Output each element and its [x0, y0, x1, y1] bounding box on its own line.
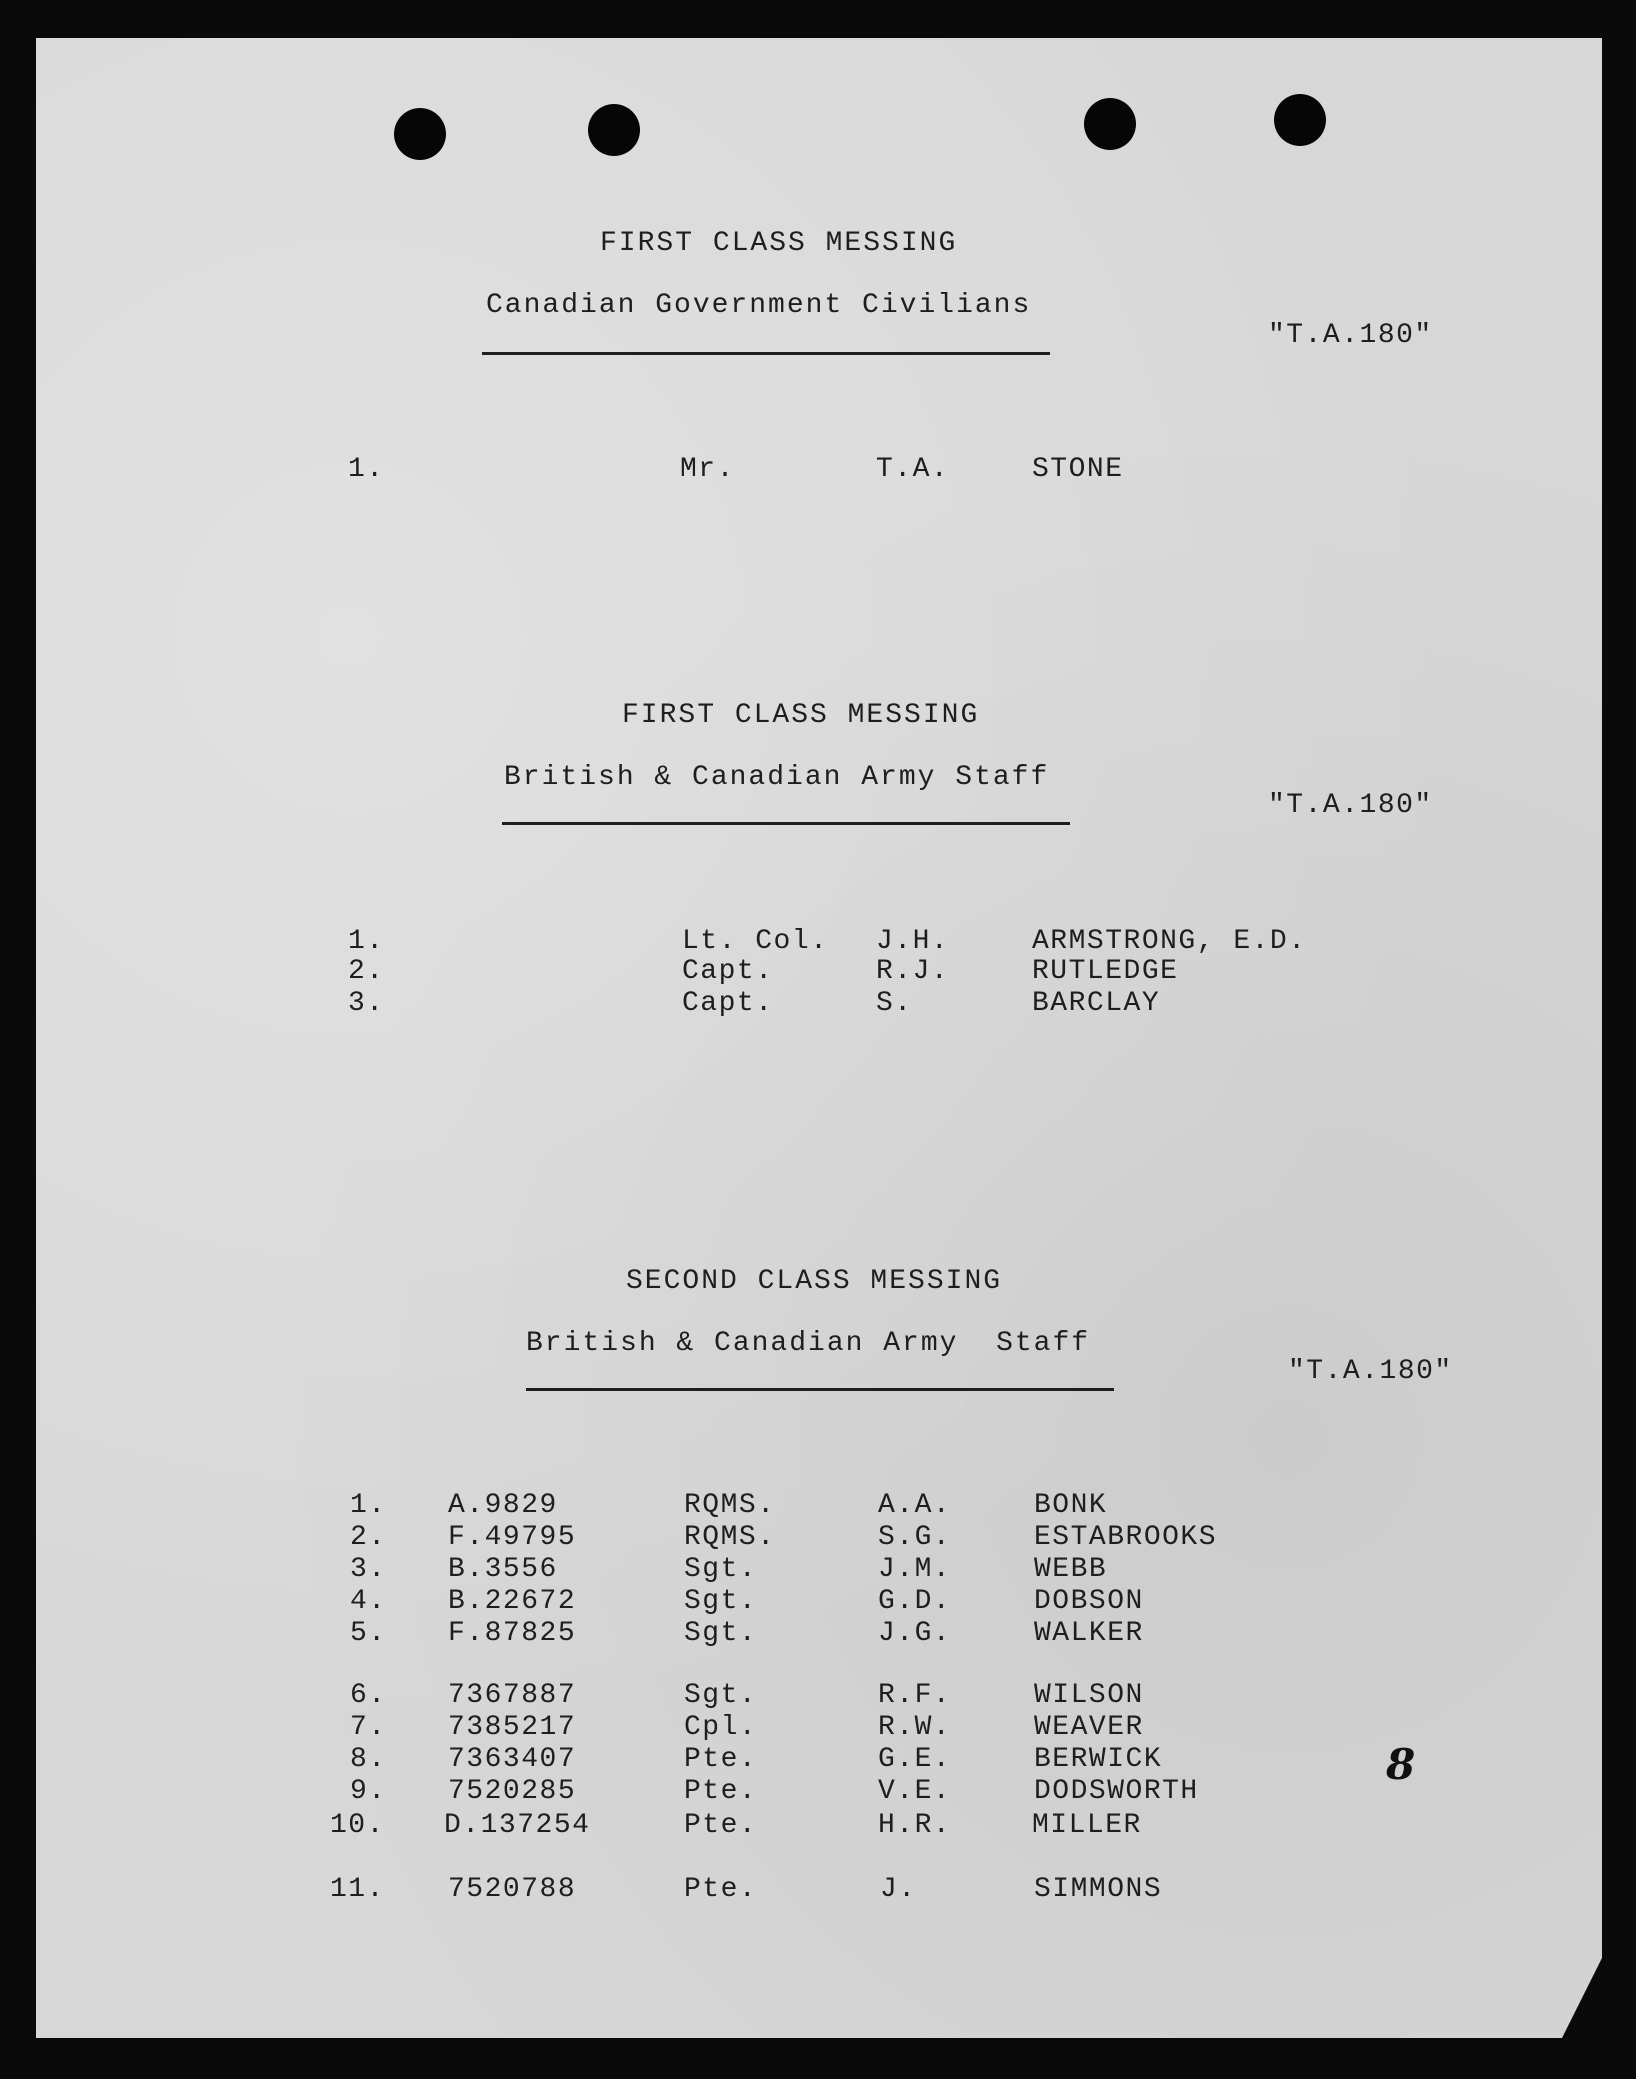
row-rank: Pte. — [684, 1744, 758, 1775]
row-initials: S. — [876, 988, 913, 1019]
row-surname: WILSON — [1034, 1680, 1144, 1711]
row-num: 1. — [348, 454, 385, 485]
section2-reference: "T.A.180" — [1268, 790, 1433, 821]
row-rank: Capt. — [682, 956, 774, 987]
row-num: 3. — [348, 988, 385, 1019]
row-surname: ESTABROOKS — [1034, 1522, 1218, 1553]
row-num: 1. — [348, 926, 385, 957]
row-surname: BERWICK — [1034, 1744, 1163, 1775]
row-surname: DOBSON — [1034, 1586, 1144, 1617]
row-initials: R.W. — [878, 1712, 952, 1743]
row-initials: J.M. — [878, 1554, 952, 1585]
row-num: 9. — [350, 1776, 387, 1807]
row-service-number: D.137254 — [444, 1810, 591, 1841]
row-surname: BONK — [1034, 1490, 1108, 1521]
row-num: 11. — [330, 1874, 385, 1905]
row-service-number: A.9829 — [448, 1490, 558, 1521]
row-rank: Sgt. — [684, 1554, 758, 1585]
row-surname: ARMSTRONG, E.D. — [1032, 926, 1307, 957]
row-service-number: 7520285 — [448, 1776, 577, 1807]
row-num: 1. — [350, 1490, 387, 1521]
page-number: 8 — [1386, 1740, 1416, 1789]
row-rank: Lt. Col. — [682, 926, 829, 957]
row-initials: G.D. — [878, 1586, 952, 1617]
row-rank: Pte. — [684, 1810, 758, 1841]
row-num: 8. — [350, 1744, 387, 1775]
row-num: 4. — [350, 1586, 387, 1617]
row-num: 3. — [350, 1554, 387, 1585]
row-surname: WALKER — [1034, 1618, 1144, 1649]
row-initials: V.E. — [878, 1776, 952, 1807]
row-rank: Sgt. — [684, 1618, 758, 1649]
row-num: 5. — [350, 1618, 387, 1649]
section2-underline — [502, 822, 1070, 825]
row-initials: R.J. — [876, 956, 950, 987]
section2-heading: FIRST CLASS MESSING — [622, 700, 980, 731]
punch-hole — [588, 104, 640, 156]
row-rank: Sgt. — [684, 1680, 758, 1711]
row-rank: Cpl. — [684, 1712, 758, 1743]
row-rank: Sgt. — [684, 1586, 758, 1617]
section3-reference: "T.A.180" — [1288, 1356, 1453, 1387]
section1-heading: FIRST CLASS MESSING — [600, 228, 958, 259]
row-num: 6. — [350, 1680, 387, 1711]
row-initials: R.F. — [878, 1680, 952, 1711]
folded-corner — [1562, 1958, 1602, 2038]
row-rank: Pte. — [684, 1776, 758, 1807]
row-initials: T.A. — [876, 454, 950, 485]
row-num: 10. — [330, 1810, 385, 1841]
row-surname: RUTLEDGE — [1032, 956, 1179, 987]
punch-hole — [394, 108, 446, 160]
section3-subheading: British & Canadian Army Staff — [526, 1328, 1091, 1359]
row-initials: J.H. — [876, 926, 950, 957]
row-surname: DODSWORTH — [1034, 1776, 1199, 1807]
row-service-number: 7385217 — [448, 1712, 577, 1743]
row-service-number: 7367887 — [448, 1680, 577, 1711]
row-service-number: 7520788 — [448, 1874, 577, 1905]
row-rank: RQMS. — [684, 1522, 776, 1553]
section1-reference: "T.A.180" — [1268, 320, 1433, 351]
row-service-number: B.22672 — [448, 1586, 577, 1617]
row-rank: RQMS. — [684, 1490, 776, 1521]
row-surname: SIMMONS — [1034, 1874, 1163, 1905]
punch-hole — [1274, 94, 1326, 146]
section1-subheading: Canadian Government Civilians — [486, 290, 1032, 321]
row-service-number: 7363407 — [448, 1744, 577, 1775]
section3-heading: SECOND CLASS MESSING — [626, 1266, 1003, 1297]
row-num: 7. — [350, 1712, 387, 1743]
row-service-number: F.49795 — [448, 1522, 577, 1553]
section3-underline — [526, 1388, 1114, 1391]
section2-subheading: British & Canadian Army Staff — [504, 762, 1050, 793]
row-initials: G.E. — [878, 1744, 952, 1775]
row-initials: H.R. — [878, 1810, 952, 1841]
row-service-number: F.87825 — [448, 1618, 577, 1649]
row-initials: J.G. — [878, 1618, 952, 1649]
row-rank: Pte. — [684, 1874, 758, 1905]
punch-hole — [1084, 98, 1136, 150]
row-rank: Capt. — [682, 988, 774, 1019]
row-rank: Mr. — [680, 454, 735, 485]
row-surname: MILLER — [1032, 1810, 1142, 1841]
row-initials: A.A. — [878, 1490, 952, 1521]
row-initials: S.G. — [878, 1522, 952, 1553]
row-surname: STONE — [1032, 454, 1124, 485]
row-num: 2. — [348, 956, 385, 987]
row-initials: J. — [880, 1874, 917, 1905]
document-page — [36, 38, 1602, 2038]
section1-underline — [482, 352, 1050, 355]
row-surname: WEAVER — [1034, 1712, 1144, 1743]
row-service-number: B.3556 — [448, 1554, 558, 1585]
row-num: 2. — [350, 1522, 387, 1553]
row-surname: BARCLAY — [1032, 988, 1161, 1019]
row-surname: WEBB — [1034, 1554, 1108, 1585]
